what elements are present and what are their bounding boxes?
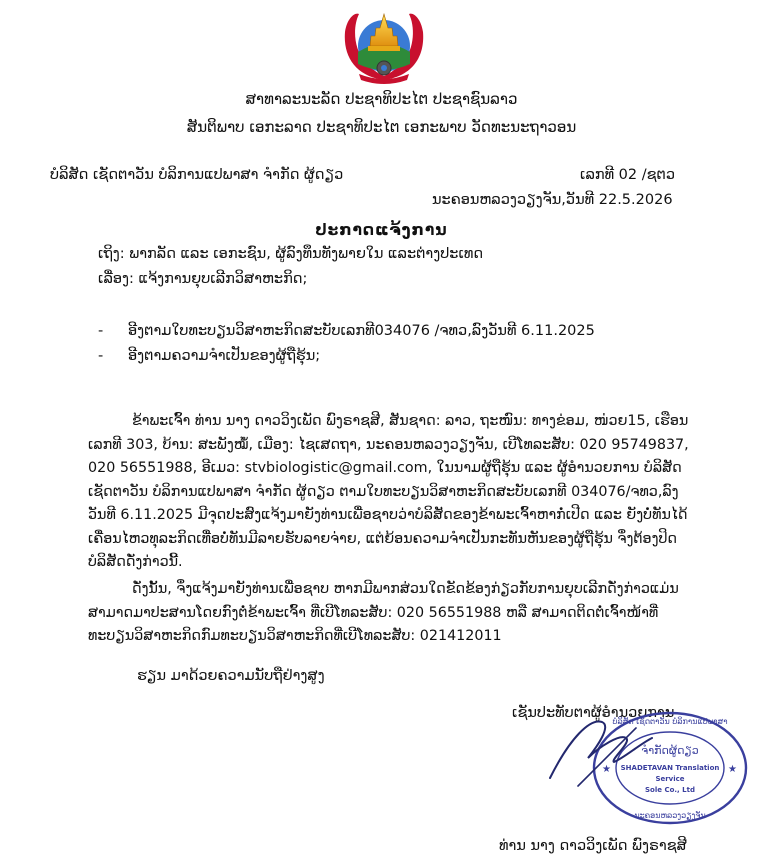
company-name: ບໍລິສັດ ເຊັດຕາວັນ ບໍລິການແປພາສາ ຈຳກັດ ຜູ້ດຽວ: [50, 167, 344, 183]
stamp-star-icon: ★: [728, 764, 737, 775]
reference-dash: -: [98, 348, 104, 364]
reference-item: [98, 348, 320, 364]
reference-text: ອີງຕາມໃບທະບຽນວິສາຫະກິດສະບັບເລກທີ034076 /ຈທວ,ລົງວັນທີ 6.11.2025: [128, 323, 595, 339]
handwritten-signature-icon: [540, 708, 660, 798]
reference-dash: -: [98, 323, 104, 339]
signature-title: ເຊັນປະທັບຕາຜູ້ອຳນວຍການ: [512, 705, 675, 721]
recipient-line: ເຖິງ: ພາກລັດ ແລະ ເອກະຊົນ, ຜູ້ລົງທຶນທັງພາຍໃນ ແລະຕ່າງປະເທດ: [98, 246, 484, 262]
closing-line: ຮຽນ ມາດ້ວຍຄວາມນັບຖືຢ່າງສູງ: [137, 668, 325, 684]
stamp-middle-text: ຈຳກັດຜູ້ດຽວ: [641, 744, 699, 757]
stamp-top-text: ບໍລິສັດ ເຊັດຕາວັນ ບໍລິການແປພາສາ: [612, 717, 728, 726]
national-header-line1: ສາທາລະນະລັດ ປະຊາທິປະໄຕ ປະຊາຊົນລາວ: [245, 90, 518, 108]
stamp-english-line2: Service: [655, 775, 685, 783]
reference-number: ເລກທີ 02 /ຊຕວ: [580, 167, 676, 183]
signatory-name: ທ່ານ ນາງ ດາວວິງເພັດ ພົງຣາຊສີ: [499, 838, 687, 854]
stamp-bottom-text: ນະຄອນຫລວງວຽງຈັນ: [634, 811, 706, 820]
document-title: ປະກາດແຈ້ງການ: [315, 221, 448, 239]
stamp-english-line1: SHADETAVAN Translation: [620, 764, 720, 772]
reference-text: ອີງຕາມຄວາມຈຳເປັນຂອງຜູ້ຖືຮຸ້ນ;: [128, 348, 321, 364]
date-line: ນະຄອນຫລວງວຽງຈັນ,ວັນທີ 22.5.2026: [432, 192, 673, 208]
reference-item: [98, 323, 595, 339]
stamp-star-icon: ★: [602, 764, 611, 775]
lao-national-emblem-icon: [335, 4, 433, 84]
national-header-line2: ສັນຕິພາບ ເອກະລາດ ປະຊາທິປະໄຕ ເອກະພາບ ວັດທະນະຖາວອນ: [186, 118, 577, 136]
stamp-english-line3: Sole Co., Ltd: [645, 786, 695, 794]
subject-line: ເລື່ອງ: ແຈ້ງການຍຸບເລີກວິສາຫະກິດ;: [98, 271, 308, 287]
body-paragraph-1: ຂ້າພະເຈົ້າ ທ່ານ ນາງ ດາວວິງເພັດ ພົງຣາຊສີ, ສັນຊາດ: ລາວ, ຖະໜົນ: ທາງຂ່ອມ, ໜ່ວຍ15, ເຮືອນເລກທີ 303, ບ້ານ: ສະພັງໝໍ້, ເມືອງ: ໄຊເສດຖາ, ນະຄອນຫລວງວຽງຈັນ, ເບີໂທລະສັບ: 020 95749837, 020 56551988, ອີເມວ: stvbiologistic@gmail.com, ໃນນາມຜູ້ຖືຮຸ້ນ ແລະ ຜູ້ອຳນວຍການ ບໍລິສັດ ເຊັດຕາວັນ ບໍລິການແປພາສາ ຈຳກັດ ຜູ້ດຽວ ຕາມໃບທະບຽນວິສາຫະກິດສະບັບເລກທີ 034076/ຈທວ,ລົງວັນທີ 6.11.2025 ມີຈຸດປະສົງແຈ້ງມາຍັງທ່ານເພື່ອຊາບວ່າບໍລິສັດຂອງຂ້າພະເຈົ້າຫາກໍ່ເປີດ ແລະ ຍັງບໍ່ທັນໄດ້ເຄື່ອນໄຫວທຸລະກິດເທື່ອບໍ່ທັນມີລາຍຮັບລາຍຈ່າຍ, ແຕ່ຍ້ອນຄວາມຈຳເປັນກະທັນຫັນຂອງຜູ້ຖືຮຸ້ນ ຈຶ່ງຕ້ອງປິດບໍລິສັດດັ່ງກ່າວນີ້.: [88, 413, 689, 570]
body-paragraph-2: ດັ່ງນັ້ນ, ຈຶ່ງແຈ້ງມາຍັງທ່ານເພື່ອຊາບ ຫາກມີພາກສ່ວນໃດຂັດຂ້ອງກ່ຽວກັບການຍຸບເລີກດັ່ງກ່າວແມ່ນສາມາດມາປະສານໂດຍກົງຕໍ່ຂ້າພະເຈົ້າ ທີ່ເບີໂທລະສັບ: 020 56551988 ຫລື ສາມາດຕິດຕໍ່ເຈົ້າໜ້າທີ່ທະບຽນວິສາຫະກິດກົມທະບຽນວິສາຫະກິດທີ່ເບີໂທລະສັບ: 021412011: [88, 581, 679, 644]
